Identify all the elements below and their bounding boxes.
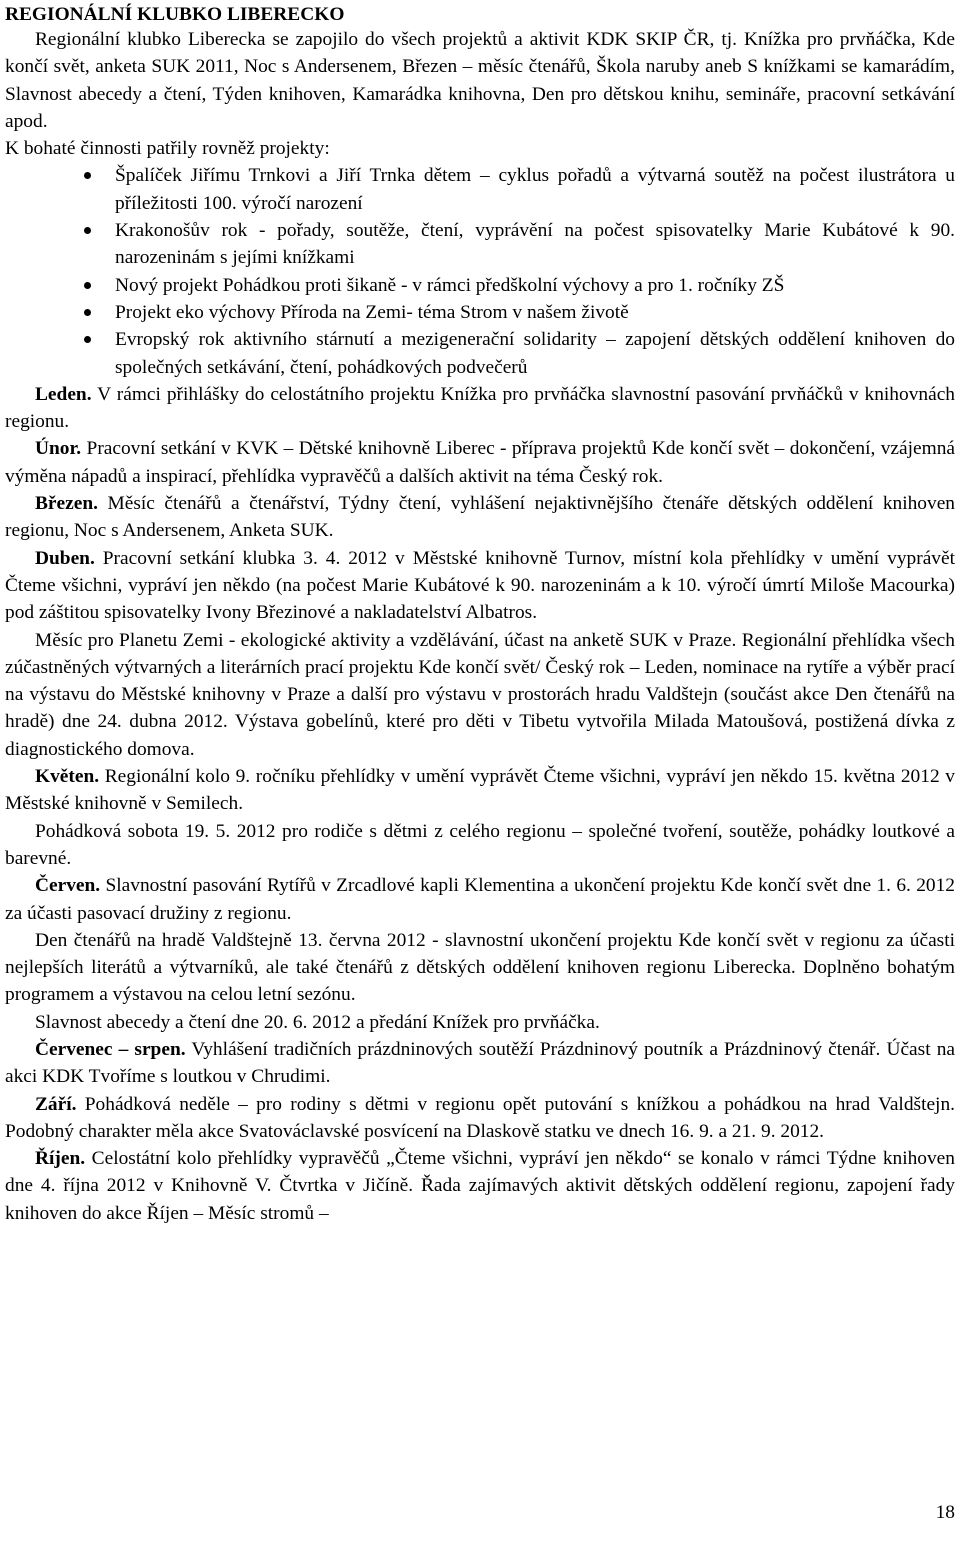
- entry-text: Měsíc pro Planetu Zemi - ekologické aktivity a vzdělávání, účast na anketě SUK v Praze. Regionální přehlídka všech zúčastněných výtvarných a literárních prací projektu Kde končí svět/ Český rok – Leden, nominace na rytíře a výběr prací na výstavu do Městské knihovny v Praze a další pro výstavu v prostorách hradu Valdštejn (součást akce Den čtenářů na hradě) dne 24. dubna 2012. Výstava gobelínů, které pro děti v Tibetu vytvořila Milada Matoušová, postižená dívka z diagnostického domova.: [5, 629, 955, 760]
- entry-text: Pohádková sobota 19. 5. 2012 pro rodiče s dětmi z celého regionu – společné tvoření, soutěže, pohádky loutkové a barevné.: [5, 820, 955, 869]
- entry-text: Pohádková neděle – pro rodiny s dětmi v regionu opět putování s knížkou a pohádkou na hrad Valdštejn. Podobný charakter měla akce Svatováclavské posvícení na Dlaskově statku ve dnech 16. 9. a 21. 9. 2012.: [5, 1093, 955, 1142]
- entry-text: Pracovní setkání v KVK – Dětské knihovně Liberec - příprava projektů Kde končí svět – dokončení, vzájemná výměna nápadů a inspirací, přehlídka vypravěčů a dalších aktivit na téma Český rok.: [5, 438, 955, 487]
- entry-paragraph: [5, 1145, 955, 1227]
- entry-paragraph: [5, 818, 955, 873]
- entry-text: Vyhlášení tradičních prázdninových soutěží Prázdninový poutník a Prázdninový čtenář. Účast na akci KDK Tvoříme s loutkou v Chrudimi.: [5, 1038, 955, 1088]
- list-item: Nový projekt Pohádkou proti šikaně - v rámci předškolní výchovy a pro 1. ročníky ZŠ: [5, 272, 955, 299]
- month-label: Duben.: [35, 547, 95, 569]
- entry-paragraph: [5, 435, 955, 490]
- month-label: Březen.: [35, 493, 98, 515]
- entry-paragraph: [5, 1091, 955, 1146]
- entry-paragraph: [5, 545, 955, 627]
- entry-paragraph: [5, 490, 955, 545]
- entry-paragraph: [5, 1036, 955, 1091]
- list-item: Krakonošův rok - pořady, soutěže, čtení, vyprávění na počest spisovatelky Marie Kubátové k 90. narozeninám s jejími knížkami: [5, 217, 955, 272]
- month-label: Leden.: [35, 383, 92, 405]
- list-item: Evropský rok aktivního stárnutí a mezigenerační solidarity – zapojení dětských oddělení knihoven do společných setkávání, čtení, pohádkových podvečerů: [5, 326, 955, 381]
- month-label: Červenec – srpen.: [35, 1038, 186, 1060]
- entry-text: Pracovní setkání klubka 3. 4. 2012 v Městské knihovně Turnov, místní kola přehlídky v umění vyprávět Čteme všichni, vypráví jen někdo (na počest Marie Kubátové k 90. narozeninám a k 10. výročí úmrtí Miloše Macourka) pod záštitou spisovatelky Ivony Březinové a nakladatelství Albatros.: [5, 547, 955, 624]
- entry-text: Celostátní kolo přehlídky vypravěčů „Čteme všichni, vypráví jen někdo“ se konalo v rámci Týdne knihoven dne 4. října 2012 v Knihovně V. Čtvrtka v Jičíně. Řada zajímavých aktivit dětských oddělení regionu, zapojení řady knihoven do akce Říjen – Měsíc stromů –: [5, 1148, 955, 1224]
- list-item: Špalíček Jiřímu Trnkovi a Jiří Trnka dětem – cyklus pořadů a výtvarná soutěž na počest ilustrátora u příležitosti 100. výročí narození: [5, 162, 955, 217]
- entry-paragraph: [5, 872, 955, 927]
- entry-text: Měsíc čtenářů a čtenářství, Týdny čtení, vyhlášení nejaktivnějšího čtenáře dětských oddělení knihoven regionu, Noc s Andersenem, Anketa SUK.: [5, 493, 955, 542]
- list-item: Projekt eko výchovy Příroda na Zemi- téma Strom v našem životě: [5, 299, 955, 326]
- month-label: Červen.: [35, 875, 101, 897]
- month-label: Únor.: [35, 438, 82, 460]
- month-label: Květen.: [35, 766, 100, 788]
- entry-paragraph: [5, 381, 955, 436]
- month-label: Říjen.: [35, 1148, 86, 1170]
- projects-intro: K bohaté činnosti patřily rovněž projekty:: [5, 138, 330, 160]
- entry-text: V rámci přihlášky do celostátního projektu Knížka pro prvňáčka slavnostní pasování prvňáčků v knihovnách regionu.: [5, 383, 955, 433]
- entry-text: Slavnostní pasování Rytířů v Zrcadlové kapli Klementina a ukončení projektu Kde končí svět dne 1. 6. 2012 za účasti pasovací družiny z regionu.: [5, 875, 955, 924]
- section-heading: REGIONÁLNÍ KLUBKO LIBERECKO: [5, 4, 345, 25]
- intro-paragraph: Regionální klubko Liberecka se zapojilo do všech projektů a aktivit KDK SKIP ČR, tj. Knížka pro prvňáčka, Kde končí svět, anketa SUK 2011, Noc s Andersenem, Březen – měsíc čtenářů, Škola naruby aneb S knížkami se kamarádím, Slavnost abecedy a čtení, Týden knihoven, Kamarádka knihovna, Den pro dětskou knihu, semináře, pracovní setkávání apod.: [5, 29, 955, 132]
- entry-paragraph: [5, 927, 955, 1009]
- entry-text: Slavnost abecedy a čtení dne 20. 6. 2012 a předání Knížek pro prvňáčka.: [35, 1011, 600, 1033]
- projects-list: [5, 162, 955, 380]
- entry-paragraph: [5, 627, 955, 763]
- entry-paragraph: [5, 1009, 955, 1036]
- month-label: Září.: [35, 1093, 77, 1115]
- entry-paragraph: [5, 763, 955, 818]
- entry-text: Den čtenářů na hradě Valdštejně 13. června 2012 - slavnostní ukončení projektu Kde končí svět v regionu za účasti nejlepších literátů a výtvarníků, ale také čtenářů z dětských oddělení knihoven regionu Liberecka. Doplněno bohatým programem a výstavou na celou letní sezónu.: [5, 929, 955, 1006]
- page-number: 18: [935, 1502, 955, 1523]
- entry-text: Regionální kolo 9. ročníku přehlídky v umění vyprávět Čteme všichni, vypráví jen někdo 15. května 2012 v Městské knihovně v Semilech.: [5, 766, 955, 815]
